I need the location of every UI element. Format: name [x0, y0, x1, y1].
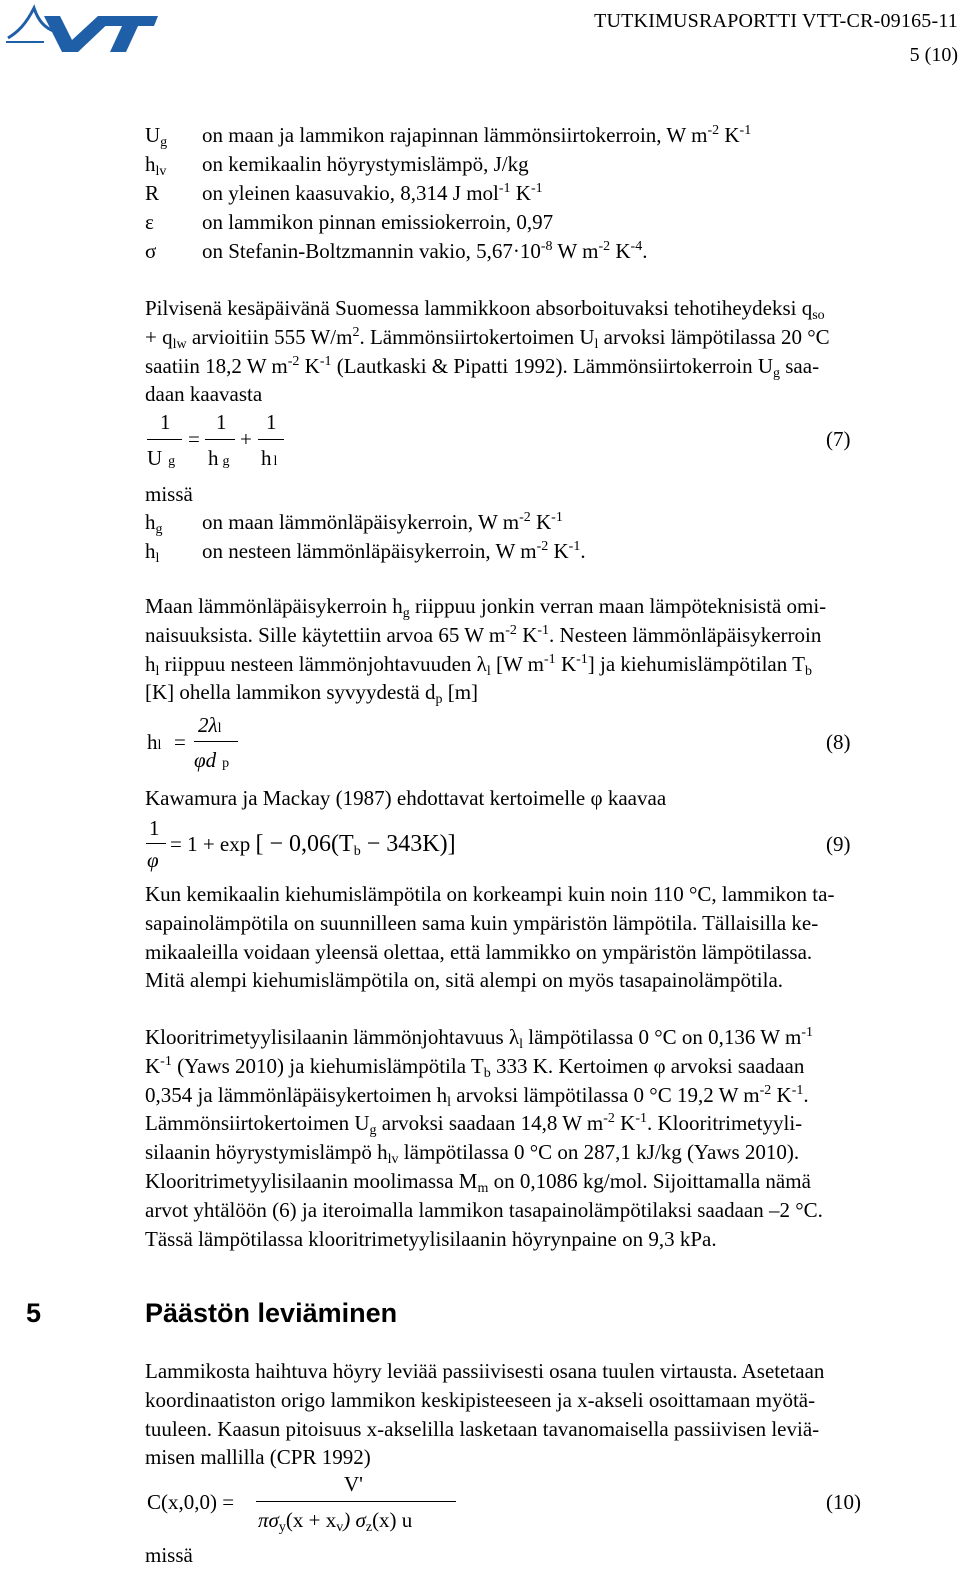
equation-number-7: (7)	[826, 427, 851, 451]
paragraph-dispersion: Lammikosta haihtuva höyry leviää passiivisesti osana tuulen virtausta. Asetetaan koordinaatiston origo lammikon keskipisteeseen ja x-akseli osoittamaan myötä- tuuleen. Kaasun pitoisuus x-akselilla lasketaan tavanomaisella passiivisen leviä- misen mallilla (CPR 1992)	[145, 1359, 825, 1470]
def-text-epsilon: on lammikon pinnan emissiokerroin, 0,97	[202, 210, 554, 234]
def-symbol-hl: $h_l$	[145, 539, 160, 566]
document-page: TUTKIMUSRAPORTTI VTT-CR-09165-11 5 (10) $U_g$ on maan ja lammikon rajapinnan lämmönsiirtokerroin, W $m^{-2}$ $K^{-1}$ $h_{lv}$ on kemikaalin höyrystymislämpö, J/kg R on yleinen kaasuvakio, 8,314 J mol$^{-1}$ $K^{-1}$ ε on lammikon pinnan emissiokerroin, 0,97 σ on Stefanin-Boltzmannin vakio, $5,67\cdot 10^{-8}$ W $m^{-2}$ $K^{-4}$. Pilvisenä kesäpäivänä Suomessa lammikkoon absorboituvaksi tehotiheydeksi $q_{so}$ + $q_{lw}$ arvioitiin 555 $W/m^2$. Lämmönsiirtokertoimen $U_l$ arvoksi lämpötilassa 20 °C saatiin 18,2 W $m^{-2}$ $K^{-1}$ (Lautkaski & Pipatti 1992). Lämmönsiirtokerroin $U_g$ saa- daan kaavasta 1 Ug = 1 hg + 1 hl (7) missä $h_g$ on maan lämmönläpäisykerroin, W $m^{-2}$ $K^{-1}$ $h_l$ on nesteen lämmönläpäisykerroin, W $m^{-2}$ $K^{-1}$. Maan lämmönläpäisykerroin $h_g$ riippuu jonkin verran maan lämpöteknisistä omi- naisuuksista. Sille käytettiin arvoa 65 W $m^{-2}$ $K^{-1}$. Nesteen lämmönläpäisykerroin $h_l$ riippuu nesteen lämmönjohtavuuden $\lambda_l$ [W $m^{-1}$ $K^{-1}$] ja kiehumislämpötilan $T_b$ [K] ohella lammikon syvyydestä $d_p$ [m] hl = 2λl φd p (8) Kawamura ja Mackay (1987) ehdottavat kertoimelle φ kaavaa 1 φ = 1 + exp [ − $0,06(T_b - 343K)$] (9) Kun kemikaalin kiehumislämpötila on korkeampi kuin noin 110 °C, lammikon ta- sapainolämpötila on suunnilleen sama kuin ympäristön lämpötila. Tällaisilla ke- mikaaleilla voidaan yleensä olettaa, että lammikko on ympäristön lämpötilassa. Mitä alempi kiehumislämpötila on, sitä alempi on myös tasapainolämpötila. Klooritrimetyylisilaanin lämmönjohtavuus $\lambda_l$ lämpötilassa 0 °C on 0,136 W $m^{-1}$ $K^{-1}$ (Yaws 2010) ja kiehumislämpötila $T_b$ 333 K. Kertoimen φ arvoksi saadaan 0,354 ja lämmönläpäisykertoimen $h_l$ arvoksi lämpötilassa 0 °C 19,2 W $m^{-2}$ $K^{-1}$. Lämmönsiirtokertoimen $U_g$ arvoksi saadaan 14,8 W $m^{-2}$ $K^{-1}$. Klooritrimetyyli- silaanin höyrystymislämpö $h_{lv}$ lämpötilassa 0 °C on 287,1 kJ/kg (Yaws 2010). Klooritrimetyylisilaanin moolimassa $M_m$ on 0,1086 kg/mol. Sijoittamalla nämä arvot yhtälöön (6) ja iteroimalla lammikon tasapainolämpötilaksi saadaan –2 °C. Tässä lämpötilassa klooritrimetyylisilaanin höyrynpaine on 9,3 kPa. 5 Päästön leviäminen Lammikosta haihtuva höyry leviää passiivisesti osana tuulen virtausta. Asetetaan koordinaatiston origo lammikon keskipisteeseen ja x-akseli osoittamaan myötä- tuuleen. Kaasun pitoisuus x-akselilla lasketaan tavanomaisella passiivisen leviä- misen mallilla (CPR 1992) C(x,0,0) = V' $\pi\sigma_y(x + x_v)$ $\sigma_z(x)$ u (10) missä	[0, 0, 960, 1572]
vtt-logo	[4, 2, 160, 54]
def-text-ug: on maan ja lammikon rajapinnan lämmönsiirtokerroin, W $m^{-2}$ $K^{-1}$	[202, 123, 752, 147]
equation-number-9: (9)	[826, 832, 851, 856]
def-symbol-hlv: $h_{lv}$	[145, 152, 167, 179]
page-number: 5 (10)	[909, 44, 958, 66]
equation-number-10: (10)	[826, 1490, 861, 1514]
text-kawamura: Kawamura ja Mackay (1987) ehdottavat kertoimelle φ kaavaa	[145, 786, 667, 810]
paragraph-boiling-point: Kun kemikaalin kiehumislämpötila on korkeampi kuin noin 110 °C, lammikon ta- sapainolämpötila on suunnilleen sama kuin ympäristön lämpötila. Tällaisilla ke- mikaaleilla voidaan yleensä olettaa, että lammikko on ympäristön lämpötilassa. Mitä alempi kiehumislämpötila on, sitä alempi on myös tasapainolämpötila.	[145, 882, 835, 993]
def-text-r: on yleinen kaasuvakio, 8,314 J mol$^{-1}$ $K^{-1}$	[202, 181, 543, 205]
section-number: 5	[26, 1298, 42, 1328]
paragraph-chlorotrimethylsilane: Klooritrimetyylisilaanin lämmönjohtavuus $\lambda_l$ lämpötilassa 0 °C on 0,136 W $m^{-1}$ $K^{-1}$ (Yaws 2010) ja kiehumislämpötila $T_b$ 333 K. Kertoimen φ arvoksi saadaan 0,354 ja lämmönläpäisykertoimen $h_l$ arvoksi lämpötilassa 0 °C 19,2 W $m^{-2}$ $K^{-1}$. Lämmönsiirtokertoimen $U_g$ arvoksi saadaan 14,8 W $m^{-2}$ $K^{-1}$. Klooritrimetyyli- silaanin höyrystymislämpö $h_{lv}$ lämpötilassa 0 °C on 287,1 kJ/kg (Yaws 2010). Klooritrimetyylisilaanin moolimassa $M_m$ on 0,1086 kg/mol. Sijoittamalla nämä arvot yhtälöön (6) ja iteroimalla lammikon tasapainolämpötilaksi saadaan –2 °C. Tässä lämpötilassa klooritrimetyylisilaanin höyrynpaine on 9,3 kPa.	[145, 1025, 823, 1251]
label-missa-2: missä	[145, 1543, 193, 1567]
def-symbol-sigma: σ	[145, 239, 157, 263]
def-symbol-hg: $h_g$	[145, 510, 163, 537]
def-symbol-ug: $U_g$	[145, 123, 168, 150]
def-symbol-epsilon: ε	[145, 210, 154, 234]
paragraph-heat-transfer: Pilvisenä kesäpäivänä Suomessa lammikkoon absorboituvaksi tehotiheydeksi $q_{so}$ + $q_{lw}$ arvioitiin 555 $W/m^2$. Lämmönsiirtokertoimen $U_l$ arvoksi lämpötilassa 20 °C saatiin 18,2 W $m^{-2}$ $K^{-1}$ (Lautkaski & Pipatti 1992). Lämmönsiirtokerroin $U_g$ saa- daan kaavasta	[145, 296, 830, 407]
report-id: TUTKIMUSRAPORTTI VTT-CR-09165-11	[594, 10, 958, 32]
section-title: Päästön leviäminen	[145, 1298, 398, 1328]
equation-number-8: (8)	[826, 730, 851, 754]
def-text-hl: on nesteen lämmönläpäisykerroin, W $m^{-2}$ $K^{-1}$.	[202, 539, 586, 563]
def-text-hg: on maan lämmönläpäisykerroin, W $m^{-2}$ $K^{-1}$	[202, 510, 563, 534]
label-missa-1: missä	[145, 482, 193, 506]
def-text-hlv: on kemikaalin höyrystymislämpö, J/kg	[202, 152, 529, 176]
def-symbol-r: R	[145, 181, 160, 205]
def-text-sigma: on Stefanin-Boltzmannin vakio, $5,67\cdot 10^{-8}$ W $m^{-2}$ $K^{-4}$.	[202, 239, 648, 263]
paragraph-ground-conductance: Maan lämmönläpäisykerroin $h_g$ riippuu jonkin verran maan lämpöteknisistä omi- naisuuksista. Sille käytettiin arvoa 65 W $m^{-2}$ $K^{-1}$. Nesteen lämmönläpäisykerroin $h_l$ riippuu nesteen lämmönjohtavuuden $\lambda_l$ [W $m^{-1}$ $K^{-1}$] ja kiehumislämpötilan $T_b$ [K] ohella lammikon syvyydestä $d_p$ [m]	[145, 594, 827, 708]
